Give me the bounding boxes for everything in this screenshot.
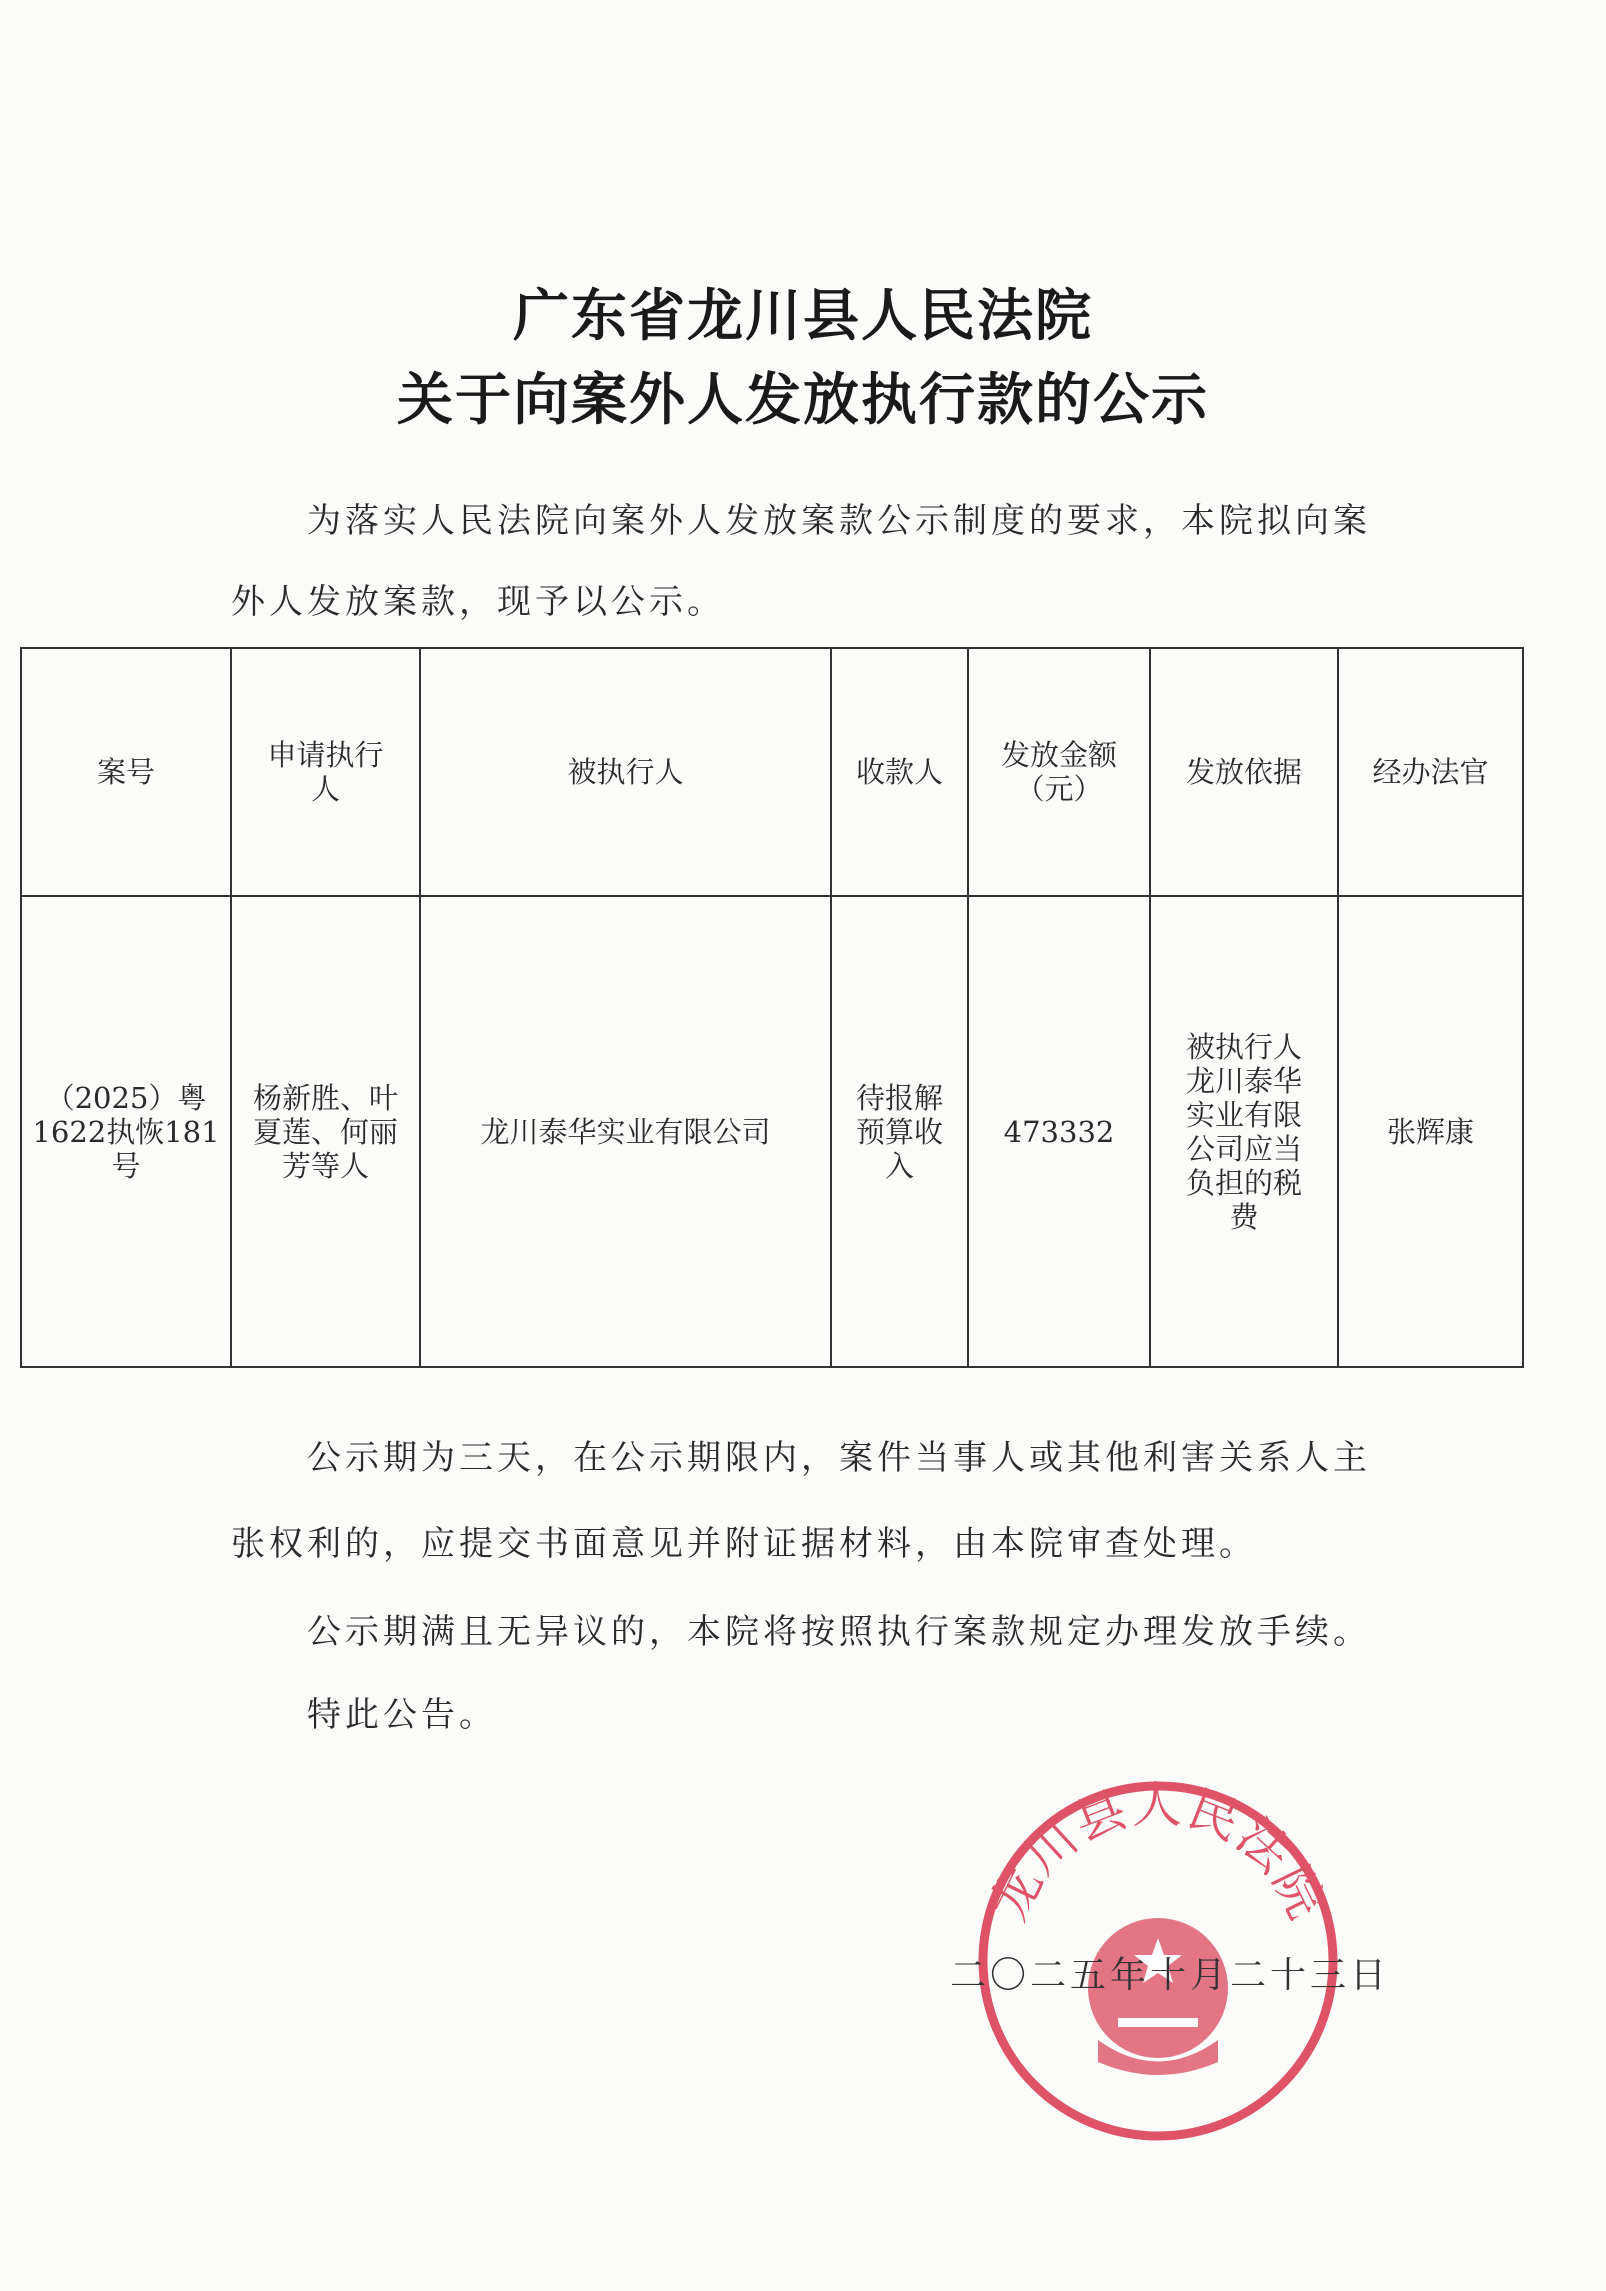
header-payee: 收款人 bbox=[831, 648, 968, 896]
notice-p1-line-2: 张权利的，应提交书面意见并附证据材料，由本院审查处理。 bbox=[231, 1524, 1257, 1564]
payment-table bbox=[20, 647, 1524, 1368]
header-judge: 经办法官 bbox=[1338, 648, 1523, 896]
cell-payee: 待报解预算收入 bbox=[831, 896, 968, 1367]
cell-applicant: 杨新胜、叶夏莲、何丽芳等人 bbox=[231, 896, 420, 1367]
title-line-1: 广东省龙川县人民法院 bbox=[513, 284, 1093, 349]
notice-p1-line-1: 公示期为三天，在公示期限内，案件当事人或其他利害关系人主 bbox=[307, 1438, 1371, 1478]
notice-date: 二〇二五年十月二十三日 bbox=[950, 1955, 1391, 1996]
notice-p2: 公示期满且无异议的，本院将按照执行案款规定办理发放手续。 bbox=[307, 1612, 1371, 1652]
table-header-row bbox=[21, 648, 1523, 896]
header-case-no: 案号 bbox=[21, 648, 231, 896]
intro-line-1: 为落实人民法院向案外人发放案款公示制度的要求，本院拟向案 bbox=[307, 501, 1371, 541]
cell-case-no: （2025）粤1622执恢181号 bbox=[21, 896, 231, 1367]
notice-p3: 特此公告。 bbox=[307, 1695, 497, 1735]
seal-text: 龙川县人民法院 bbox=[979, 1778, 1337, 1930]
cell-judge: 张辉康 bbox=[1338, 896, 1523, 1367]
table-row bbox=[21, 896, 1523, 1367]
header-respondent: 被执行人 bbox=[420, 648, 831, 896]
header-basis: 发放依据 bbox=[1150, 648, 1338, 896]
cell-basis: 被执行人龙川泰华实业有限公司应当负担的税费 bbox=[1150, 896, 1338, 1367]
cell-amount: 473332 bbox=[968, 896, 1150, 1367]
title-line-2: 关于向案外人发放执行款的公示 bbox=[397, 368, 1209, 433]
cell-respondent: 龙川泰华实业有限公司 bbox=[420, 896, 831, 1367]
intro-line-2: 外人发放案款，现予以公示。 bbox=[231, 582, 725, 622]
header-amount: 发放金额（元） bbox=[968, 648, 1150, 896]
header-applicant: 申请执行人 bbox=[231, 648, 420, 896]
